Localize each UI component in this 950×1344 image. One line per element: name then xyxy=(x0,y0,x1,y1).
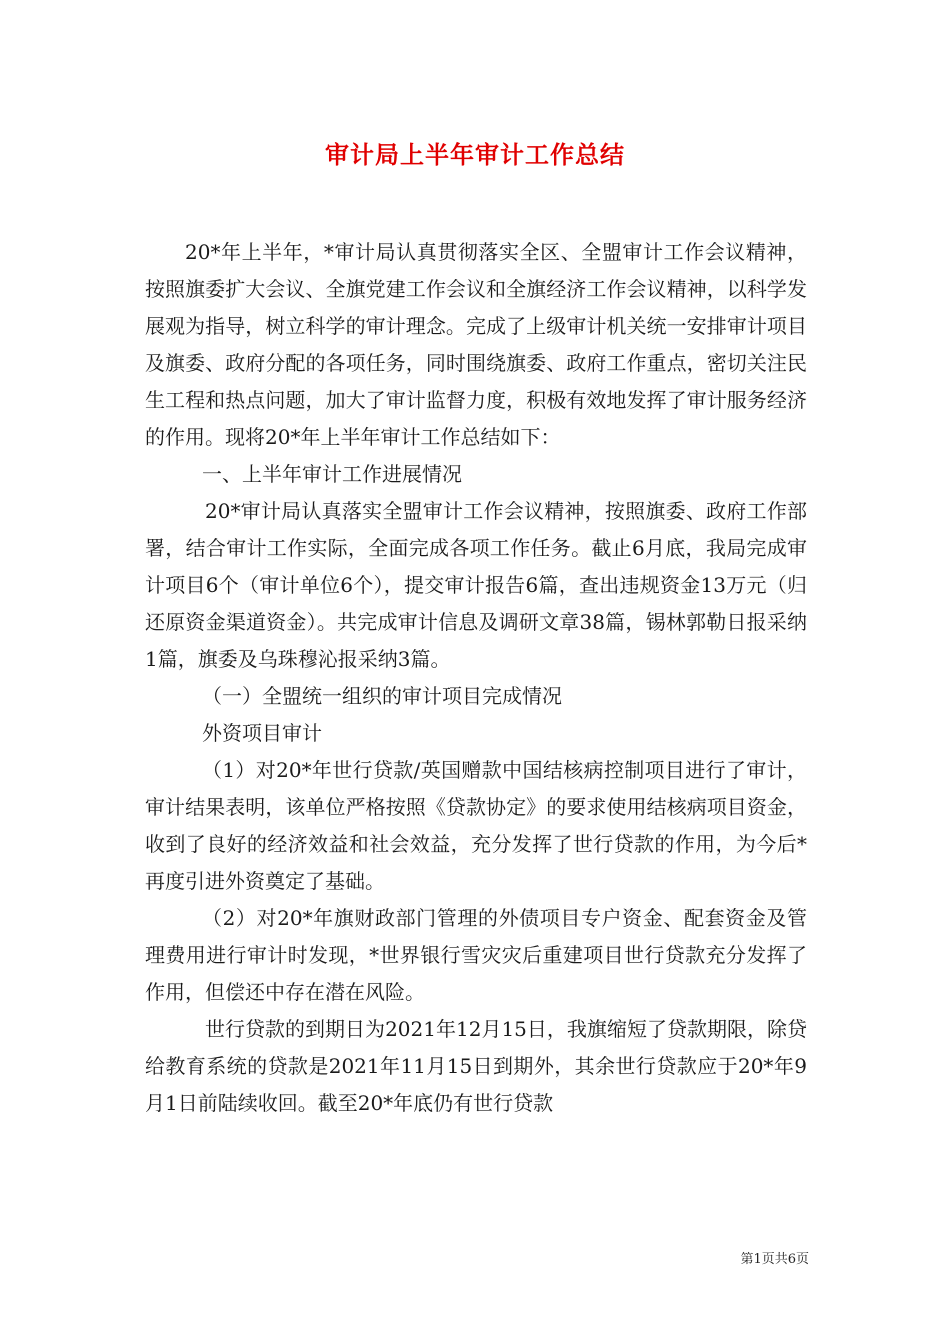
loan-paragraph: 世行贷款的到期日为2021年12月15日，我旗缩短了贷款期限，除贷给教育系统的贷款是2021年11月15日到期外，其余世行贷款应于20*年9月1日前陆续收回。截至20*年底仍有世行贷款 xyxy=(145,1017,807,1115)
subsection-heading-foreign-audit: 外资项目审计 xyxy=(202,721,322,745)
document-title: 审计局上半年审计工作总结 xyxy=(325,140,625,169)
subsection-heading-1: （一）全盟统一组织的审计项目完成情况 xyxy=(202,684,562,708)
progress-paragraph: 20*审计局认真落实全盟审计工作会议精神，按照旗委、政府工作部署，结合审计工作实际，全面完成各项工作任务。截止6月底，我局完成审计项目6个（审计单位6个），提交审计报告6篇，查出违规资金13万元（归还原资金渠道资金）。共完成审计信息及调研文章38篇，锡林郭勒日报采纳1篇，旗委及乌珠穆沁报采纳3篇。 xyxy=(145,499,807,671)
document-body xyxy=(145,234,807,1122)
page-number-footer: 第1页共6页 xyxy=(740,1252,809,1267)
item-paragraph-2: （2）对20*年旗财政部门管理的外债项目专户资金、配套资金及管理费用进行审计时发现，*世界银行雪灾灾后重建项目世行贷款充分发挥了作用，但偿还中存在潜在风险。 xyxy=(145,906,807,1004)
item-paragraph-1: （1）对20*年世行贷款/英国赠款中国结核病控制项目进行了审计，审计结果表明，该单位严格按照《贷款协定》的要求使用结核病项目资金，收到了良好的经济效益和社会效益，充分发挥了世行贷款的作用，为今后*再度引进外资奠定了基础。 xyxy=(145,758,807,893)
intro-paragraph: 20*年上半年，*审计局认真贯彻落实全区、全盟审计工作会议精神，按照旗委扩大会议、全旗党建工作会议和全旗经济工作会议精神，以科学发展观为指导，树立科学的审计理念。完成了上级审计机关统一安排审计项目及旗委、政府分配的各项任务，同时围绕旗委、政府工作重点，密切关注民生工程和热点问题，加大了审计监督力度，积极有效地发挥了审计服务经济的作用。现将20*年上半年审计工作总结如下： xyxy=(145,240,807,449)
section-heading-1: 一、上半年审计工作进展情况 xyxy=(202,462,462,486)
